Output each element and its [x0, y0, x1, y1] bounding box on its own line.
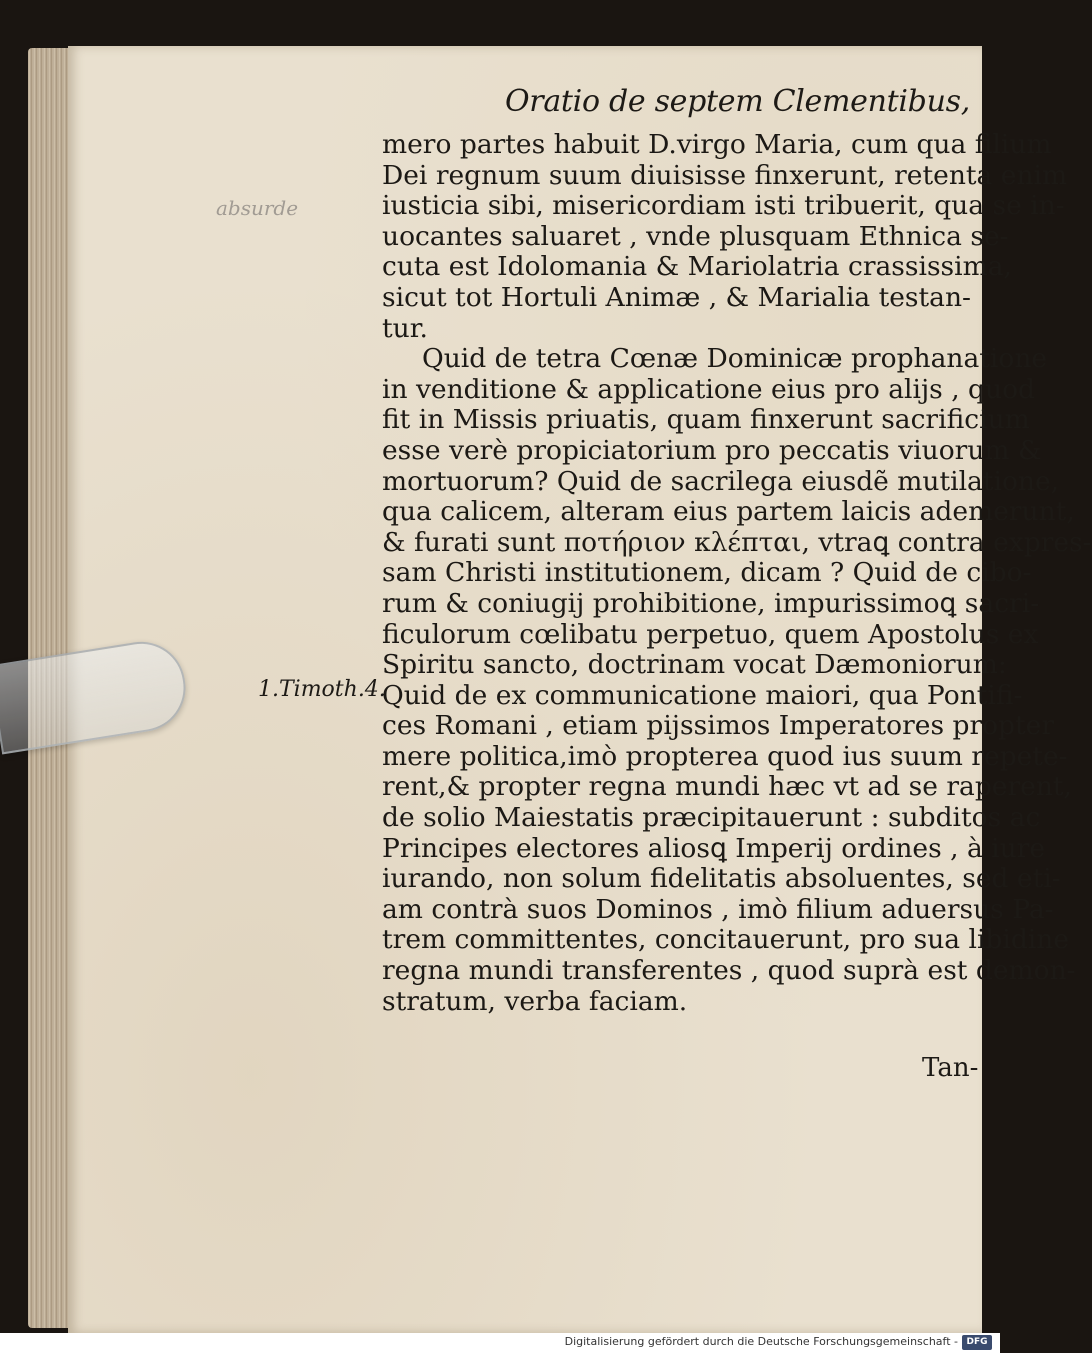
footer-credit: Digitalisierung gefördert durch die Deutsche Forschungsgemeinschaft - — [564, 1335, 958, 1348]
text-line: uocantes saluaret , vnde plusquam Ethnica se- — [382, 220, 1009, 252]
text-line: ficulorum cœlibatu perpetuo, quem Apostolus ex — [382, 618, 1039, 650]
text-line: esse verè propiciatorium pro peccatis viuorum & — [382, 434, 1042, 466]
text-line: am contrà suos Dominos , imò filium aduersus Pa- — [382, 893, 1054, 925]
text-line: & furati sunt ποτήριον κλέπται, vtraꝗ contra expres- — [382, 526, 1092, 558]
margin-reference: 1.Timoth.4. — [258, 677, 386, 702]
text-line: regna mundi transferentes , quod suprà est demon- — [382, 955, 1076, 987]
text-line: iusticia sibi, misericordiam isti tribuerit, qua se in- — [382, 190, 1065, 222]
text-line: qua calicem, alteram eius partem laicis ademerunt, — [382, 496, 1075, 528]
text-line: mero partes habuit D.virgo Maria, cum qua filium — [382, 129, 1052, 160]
pencil-marginalia: absurde — [216, 196, 299, 220]
footer-bar — [0, 1333, 1000, 1353]
text-line: mere politica,imò propterea quod ius suum repete- — [382, 740, 1068, 772]
text-line: Dei regnum suum diuisisse finxerunt, retenta enim — [382, 159, 1068, 191]
text-line: Spiritu sancto, doctrinam vocat Dæmoniorum: — [382, 649, 1007, 681]
text-line: rum & coniugij prohibitione, impurissimoꝗ sacri- — [382, 587, 1040, 619]
running-head: Oratio de septem Clementibus, — [505, 84, 970, 119]
text-line: iurando, non solum fidelitatis absoluentes, sed eti- — [382, 863, 1061, 895]
text-line: rent,& propter regna mundi hæc vt ad se raperent, — [382, 771, 1072, 803]
text-line: cuta est Idolomania & Mariolatria crassissima, — [382, 251, 1012, 283]
text-line: Quid de ex communicatione maiori, qua Pontifi- — [382, 679, 1023, 711]
text-line: Quid de tetra Cœnæ Dominicæ prophanatione — [422, 343, 1048, 375]
text-line: sicut tot Hortuli Animæ , & Marialia testan- — [382, 281, 972, 313]
dfg-logo: DFG — [962, 1335, 992, 1350]
text-line: Principes electores aliosꝗ Imperij ordines , à iure — [382, 832, 1046, 864]
text-line: stratum, verba faciam. — [382, 985, 688, 1017]
catchword: Tan- — [922, 1053, 979, 1083]
text-line: de solio Maiestatis præcipitauerunt : subditos ac — [382, 802, 1041, 834]
text-line: ces Romani , etiam pijssimos Imperatores propter — [382, 710, 1055, 742]
text-line: mortuorum? Quid de sacrilega eiusdẽ mutilatione, — [382, 465, 1060, 497]
text-line: tur. — [382, 312, 428, 344]
body-text — [382, 129, 1092, 1017]
text-line: sam Christi institutionem, dicam ? Quid de cibo- — [382, 557, 1032, 589]
text-line: in venditione & applicatione eius pro alijs , quod — [382, 373, 1036, 405]
text-line: trem committentes, concitauerunt, pro sua libidine — [382, 924, 1070, 956]
text-line: fit in Missis priuatis, quam finxerunt sacrificium — [382, 404, 1030, 436]
